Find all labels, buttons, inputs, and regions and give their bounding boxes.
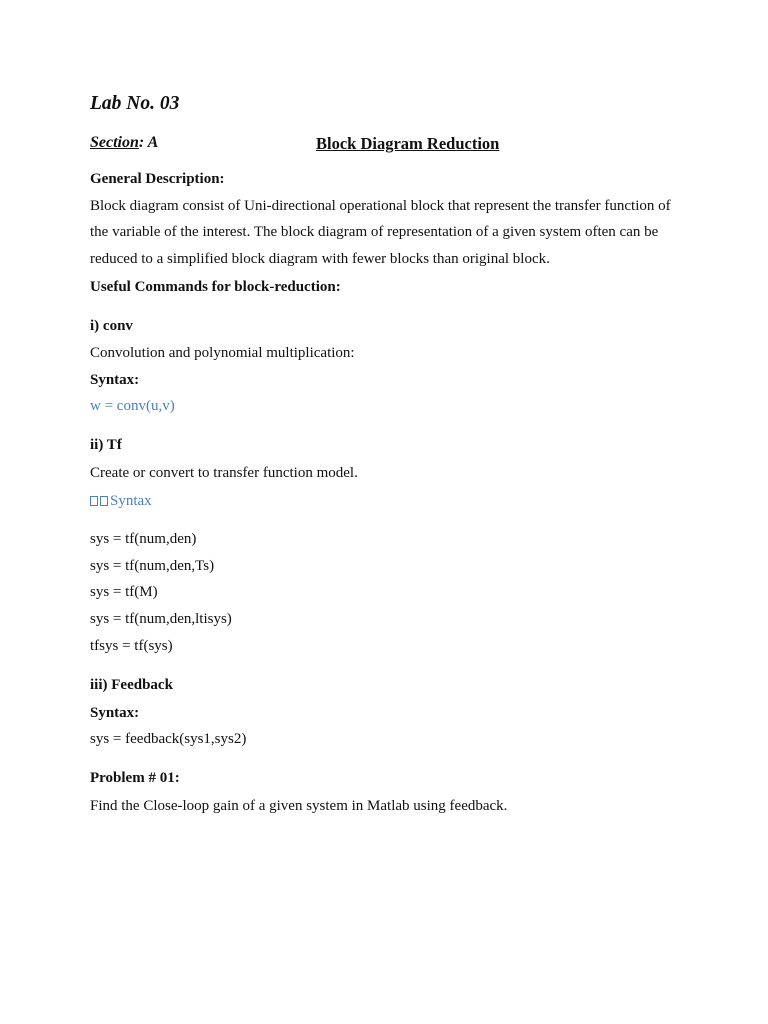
conv-syntax: w = conv(u,v) bbox=[90, 398, 175, 414]
section-line bbox=[90, 134, 158, 152]
general-description-line-1: Block diagram consist of Uni-directional operational block that represent the transfer function of bbox=[90, 198, 671, 214]
feedback-heading: iii) Feedback bbox=[90, 677, 173, 693]
tf-heading: ii) Tf bbox=[90, 437, 122, 453]
tf-syntax-line-4: sys = tf(num,den,ltisys) bbox=[90, 611, 232, 627]
missing-glyph-icon bbox=[90, 496, 98, 506]
problem-text: Find the Close-loop gain of a given system in Matlab using feedback. bbox=[90, 798, 508, 814]
section-label: Section bbox=[90, 134, 139, 151]
document-title: Block Diagram Reduction bbox=[316, 134, 500, 153]
missing-glyph-icon bbox=[100, 496, 108, 506]
tf-syntax-line-1: sys = tf(num,den) bbox=[90, 531, 197, 547]
general-description-line-2: the variable of the interest. The block diagram of representation of a given system often can be bbox=[90, 224, 659, 240]
tf-syntax-line-3: sys = tf(M) bbox=[90, 584, 158, 600]
feedback-syntax-label: Syntax: bbox=[90, 705, 140, 721]
problem-heading: Problem # 01: bbox=[90, 770, 180, 786]
tf-description: Create or convert to transfer function model. bbox=[90, 465, 358, 481]
conv-description: Convolution and polynomial multiplication: bbox=[90, 345, 355, 361]
tf-syntax-line-2: sys = tf(num,den,Ts) bbox=[90, 558, 215, 574]
tf-syntax-heading bbox=[90, 493, 152, 510]
conv-heading: i) conv bbox=[90, 318, 133, 334]
conv-syntax-label: Syntax: bbox=[90, 372, 140, 388]
feedback-syntax: sys = feedback(sys1,sys2) bbox=[90, 731, 247, 747]
lab-title: Lab No. 03 bbox=[90, 93, 180, 114]
general-description-heading: General Description: bbox=[90, 171, 225, 187]
useful-commands-heading: Useful Commands for block-reduction: bbox=[90, 279, 341, 295]
tf-syntax-label: Syntax bbox=[110, 493, 152, 509]
tf-syntax-line-5: tfsys = tf(sys) bbox=[90, 638, 173, 654]
section-value: : A bbox=[138, 134, 159, 151]
general-description-line-3: reduced to a simplified block diagram with fewer blocks than original block. bbox=[90, 251, 550, 267]
